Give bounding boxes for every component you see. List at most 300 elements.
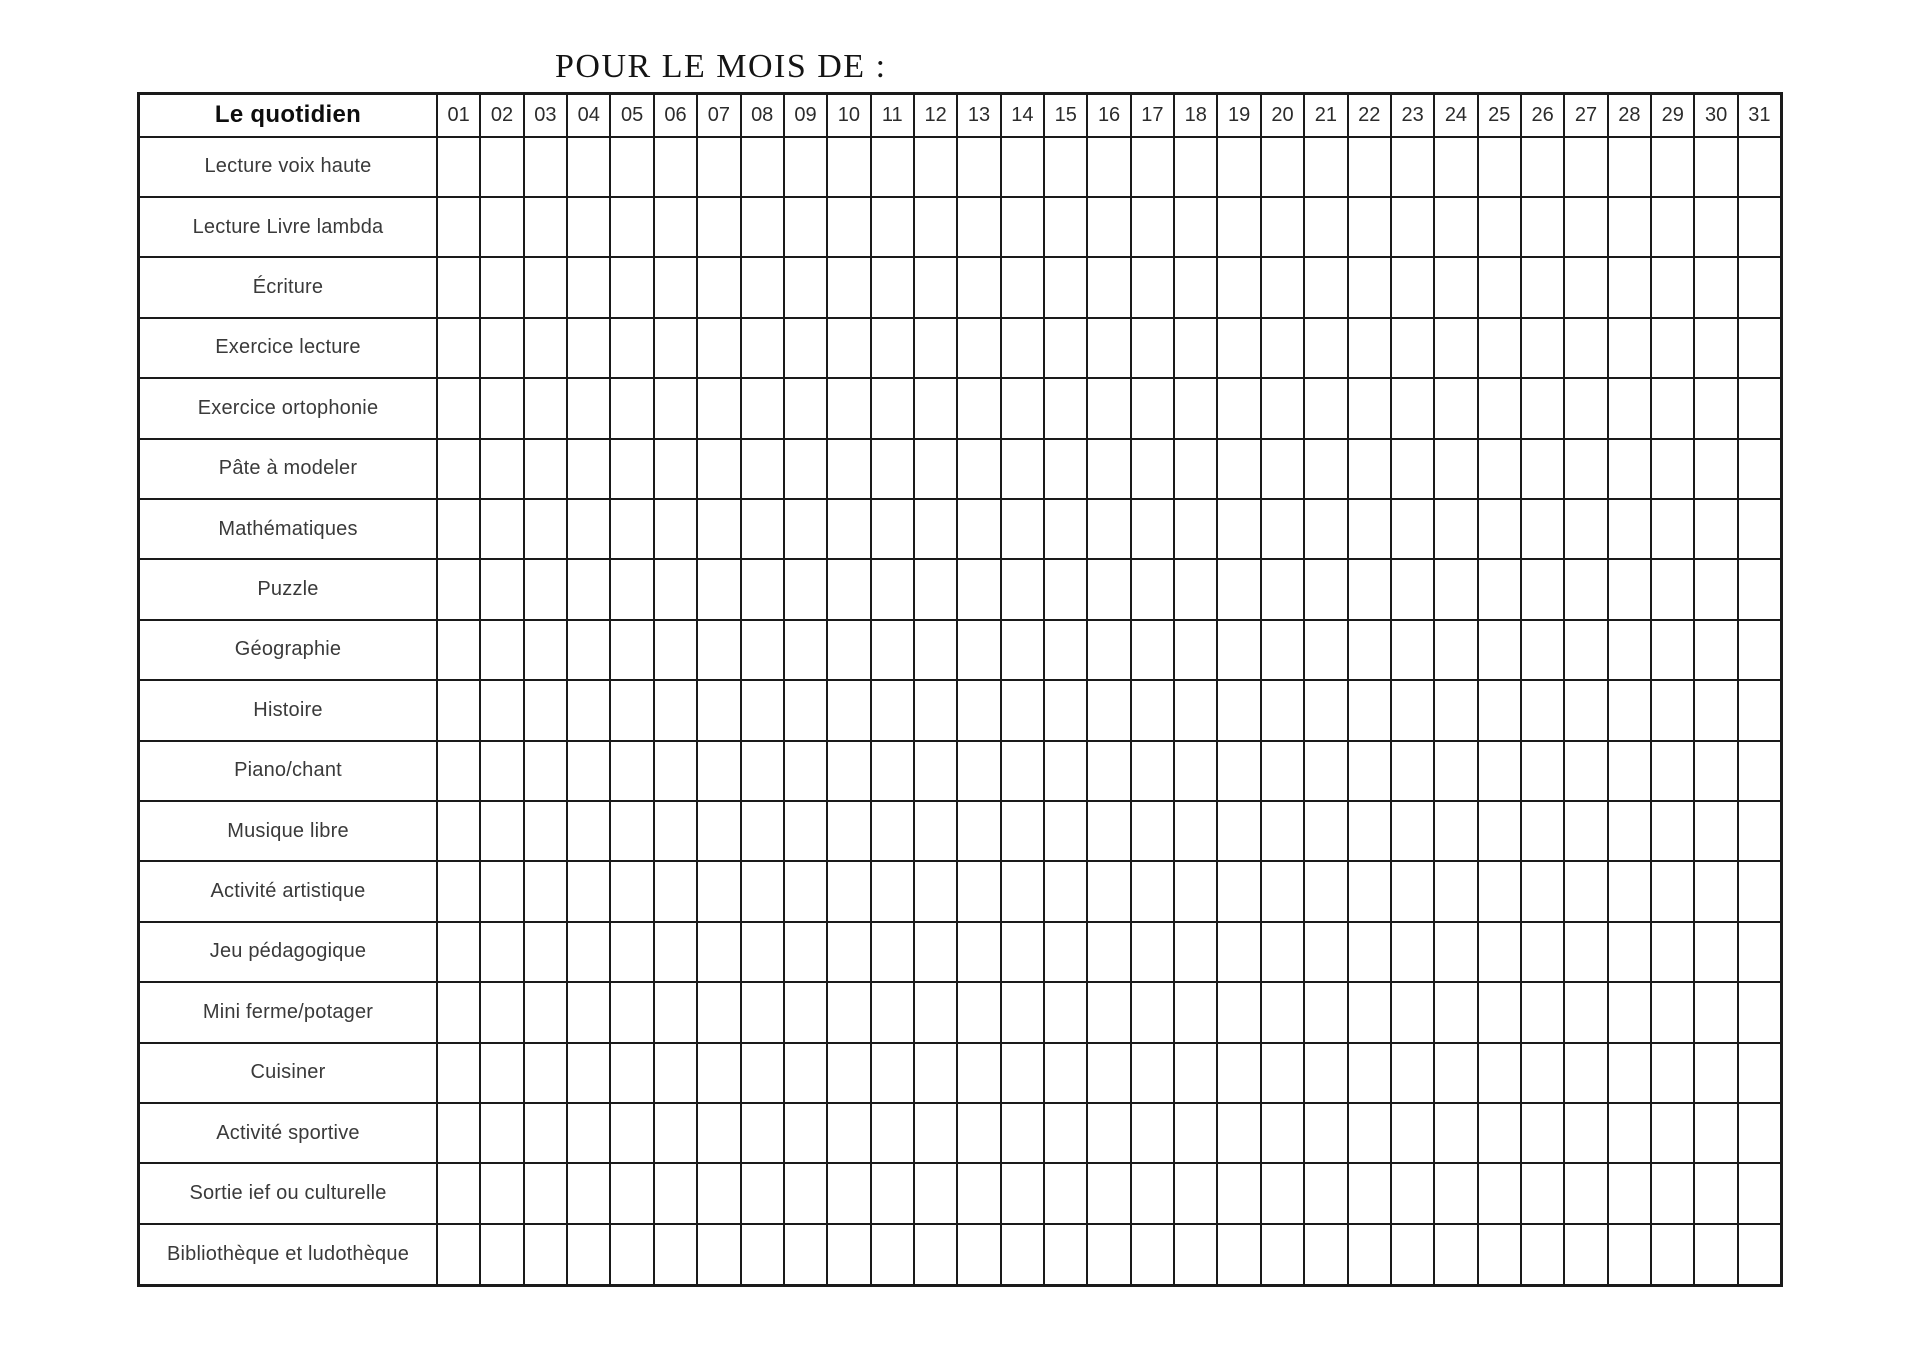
day-cell[interactable] [524,137,567,197]
day-cell[interactable] [914,741,957,801]
day-cell[interactable] [567,1224,610,1286]
day-cell[interactable] [1174,1163,1217,1223]
day-cell[interactable] [1348,318,1391,378]
day-cell[interactable] [1044,1163,1087,1223]
day-cell[interactable] [1434,197,1477,257]
day-cell[interactable] [1001,680,1044,740]
day-cell[interactable] [437,257,480,317]
day-cell[interactable] [1304,137,1347,197]
day-cell[interactable] [1044,741,1087,801]
day-cell[interactable] [1001,1163,1044,1223]
day-cell[interactable] [1478,439,1521,499]
day-cell[interactable] [1738,982,1782,1042]
day-cell[interactable] [567,620,610,680]
day-cell[interactable] [871,257,914,317]
day-cell[interactable] [654,318,697,378]
day-cell[interactable] [1651,620,1694,680]
day-cell[interactable] [1044,922,1087,982]
day-cell[interactable] [610,680,653,740]
day-cell[interactable] [1087,499,1130,559]
day-cell[interactable] [1694,257,1737,317]
day-cell[interactable] [784,197,827,257]
day-cell[interactable] [1304,1043,1347,1103]
day-cell[interactable] [1044,257,1087,317]
day-cell[interactable] [1694,620,1737,680]
day-cell[interactable] [1304,1103,1347,1163]
day-cell[interactable] [1217,1043,1260,1103]
day-cell[interactable] [957,741,1000,801]
day-cell[interactable] [1131,861,1174,921]
day-cell[interactable] [827,318,870,378]
day-cell[interactable] [1044,1224,1087,1286]
day-cell[interactable] [1521,620,1564,680]
day-cell[interactable] [1001,982,1044,1042]
day-cell[interactable] [1478,982,1521,1042]
day-cell[interactable] [1521,801,1564,861]
day-cell[interactable] [957,922,1000,982]
day-cell[interactable] [437,861,480,921]
day-cell[interactable] [1087,1043,1130,1103]
day-cell[interactable] [871,137,914,197]
day-cell[interactable] [914,257,957,317]
day-cell[interactable] [1434,439,1477,499]
day-cell[interactable] [1174,801,1217,861]
day-cell[interactable] [914,1043,957,1103]
day-cell[interactable] [1391,620,1434,680]
day-cell[interactable] [914,1163,957,1223]
day-cell[interactable] [914,499,957,559]
day-cell[interactable] [654,197,697,257]
day-cell[interactable] [784,680,827,740]
day-cell[interactable] [437,1103,480,1163]
day-cell[interactable] [827,137,870,197]
day-cell[interactable] [1738,378,1782,438]
day-cell[interactable] [1564,741,1607,801]
day-cell[interactable] [1348,922,1391,982]
day-cell[interactable] [610,439,653,499]
day-cell[interactable] [827,197,870,257]
day-cell[interactable] [480,257,523,317]
day-cell[interactable] [697,1163,740,1223]
day-cell[interactable] [1694,1043,1737,1103]
day-cell[interactable] [1391,378,1434,438]
day-cell[interactable] [1131,197,1174,257]
day-cell[interactable] [654,1163,697,1223]
day-cell[interactable] [1044,801,1087,861]
day-cell[interactable] [871,620,914,680]
day-cell[interactable] [1521,1043,1564,1103]
day-cell[interactable] [697,680,740,740]
day-cell[interactable] [1001,1103,1044,1163]
day-cell[interactable] [654,439,697,499]
day-cell[interactable] [741,137,784,197]
day-cell[interactable] [1348,499,1391,559]
day-cell[interactable] [654,620,697,680]
day-cell[interactable] [1608,318,1651,378]
day-cell[interactable] [1131,741,1174,801]
day-cell[interactable] [697,378,740,438]
day-cell[interactable] [1391,439,1434,499]
day-cell[interactable] [1131,137,1174,197]
day-cell[interactable] [1348,1103,1391,1163]
day-cell[interactable] [741,257,784,317]
day-cell[interactable] [741,982,784,1042]
day-cell[interactable] [741,378,784,438]
day-cell[interactable] [1131,378,1174,438]
day-cell[interactable] [1738,1103,1782,1163]
day-cell[interactable] [1651,559,1694,619]
day-cell[interactable] [567,1163,610,1223]
day-cell[interactable] [697,559,740,619]
day-cell[interactable] [524,620,567,680]
day-cell[interactable] [524,559,567,619]
day-cell[interactable] [697,741,740,801]
day-cell[interactable] [827,378,870,438]
day-cell[interactable] [1131,559,1174,619]
day-cell[interactable] [871,861,914,921]
day-cell[interactable] [1131,680,1174,740]
day-cell[interactable] [1738,197,1782,257]
day-cell[interactable] [1087,1103,1130,1163]
day-cell[interactable] [914,1224,957,1286]
day-cell[interactable] [1261,620,1304,680]
day-cell[interactable] [1217,982,1260,1042]
day-cell[interactable] [1521,137,1564,197]
day-cell[interactable] [741,1224,784,1286]
day-cell[interactable] [524,801,567,861]
day-cell[interactable] [1564,620,1607,680]
day-cell[interactable] [784,1163,827,1223]
day-cell[interactable] [1694,861,1737,921]
day-cell[interactable] [1478,1103,1521,1163]
day-cell[interactable] [741,1163,784,1223]
day-cell[interactable] [957,680,1000,740]
day-cell[interactable] [1521,197,1564,257]
day-cell[interactable] [827,1163,870,1223]
day-cell[interactable] [610,499,653,559]
day-cell[interactable] [1391,982,1434,1042]
day-cell[interactable] [1001,559,1044,619]
day-cell[interactable] [1001,1043,1044,1103]
day-cell[interactable] [1608,559,1651,619]
day-cell[interactable] [871,1163,914,1223]
day-cell[interactable] [1217,439,1260,499]
day-cell[interactable] [1434,318,1477,378]
day-cell[interactable] [654,680,697,740]
day-cell[interactable] [957,318,1000,378]
day-cell[interactable] [1478,1163,1521,1223]
day-cell[interactable] [957,378,1000,438]
day-cell[interactable] [1174,620,1217,680]
day-cell[interactable] [1608,1163,1651,1223]
day-cell[interactable] [1348,1224,1391,1286]
day-cell[interactable] [1087,559,1130,619]
day-cell[interactable] [1564,439,1607,499]
day-cell[interactable] [784,861,827,921]
day-cell[interactable] [914,137,957,197]
day-cell[interactable] [1564,801,1607,861]
day-cell[interactable] [567,559,610,619]
day-cell[interactable] [1651,1163,1694,1223]
day-cell[interactable] [697,1224,740,1286]
day-cell[interactable] [1001,861,1044,921]
day-cell[interactable] [697,861,740,921]
day-cell[interactable] [1217,137,1260,197]
day-cell[interactable] [1001,620,1044,680]
day-cell[interactable] [957,499,1000,559]
day-cell[interactable] [1651,801,1694,861]
day-cell[interactable] [1738,137,1782,197]
day-cell[interactable] [871,1103,914,1163]
day-cell[interactable] [1478,680,1521,740]
day-cell[interactable] [1348,861,1391,921]
day-cell[interactable] [1087,620,1130,680]
day-cell[interactable] [827,1043,870,1103]
day-cell[interactable] [1434,741,1477,801]
day-cell[interactable] [1391,1224,1434,1286]
day-cell[interactable] [567,1103,610,1163]
day-cell[interactable] [1044,559,1087,619]
day-cell[interactable] [957,982,1000,1042]
day-cell[interactable] [1087,680,1130,740]
day-cell[interactable] [784,257,827,317]
day-cell[interactable] [1608,378,1651,438]
day-cell[interactable] [784,1043,827,1103]
day-cell[interactable] [914,982,957,1042]
day-cell[interactable] [1391,137,1434,197]
day-cell[interactable] [1694,499,1737,559]
day-cell[interactable] [1044,620,1087,680]
day-cell[interactable] [1217,318,1260,378]
day-cell[interactable] [914,801,957,861]
day-cell[interactable] [741,680,784,740]
day-cell[interactable] [871,680,914,740]
day-cell[interactable] [1521,922,1564,982]
day-cell[interactable] [610,1103,653,1163]
day-cell[interactable] [1651,680,1694,740]
day-cell[interactable] [784,439,827,499]
day-cell[interactable] [871,922,914,982]
day-cell[interactable] [437,982,480,1042]
day-cell[interactable] [1174,318,1217,378]
day-cell[interactable] [1434,1043,1477,1103]
day-cell[interactable] [437,1224,480,1286]
day-cell[interactable] [1131,982,1174,1042]
day-cell[interactable] [480,439,523,499]
day-cell[interactable] [1087,741,1130,801]
day-cell[interactable] [697,801,740,861]
day-cell[interactable] [1261,741,1304,801]
day-cell[interactable] [1391,257,1434,317]
day-cell[interactable] [1348,620,1391,680]
day-cell[interactable] [871,801,914,861]
day-cell[interactable] [1174,1043,1217,1103]
day-cell[interactable] [1694,680,1737,740]
day-cell[interactable] [1608,982,1651,1042]
day-cell[interactable] [1434,257,1477,317]
day-cell[interactable] [914,922,957,982]
day-cell[interactable] [741,1103,784,1163]
day-cell[interactable] [827,257,870,317]
day-cell[interactable] [567,137,610,197]
day-cell[interactable] [741,499,784,559]
day-cell[interactable] [784,620,827,680]
day-cell[interactable] [957,801,1000,861]
day-cell[interactable] [1694,1163,1737,1223]
day-cell[interactable] [1738,741,1782,801]
day-cell[interactable] [654,137,697,197]
day-cell[interactable] [1174,439,1217,499]
day-cell[interactable] [1434,1163,1477,1223]
day-cell[interactable] [437,620,480,680]
day-cell[interactable] [1694,1103,1737,1163]
day-cell[interactable] [567,982,610,1042]
day-cell[interactable] [437,680,480,740]
day-cell[interactable] [1174,499,1217,559]
day-cell[interactable] [1217,197,1260,257]
day-cell[interactable] [437,741,480,801]
day-cell[interactable] [1564,922,1607,982]
day-cell[interactable] [1608,922,1651,982]
day-cell[interactable] [567,861,610,921]
day-cell[interactable] [1478,741,1521,801]
day-cell[interactable] [827,559,870,619]
day-cell[interactable] [1001,741,1044,801]
day-cell[interactable] [654,378,697,438]
day-cell[interactable] [524,1163,567,1223]
day-cell[interactable] [1348,741,1391,801]
day-cell[interactable] [1694,922,1737,982]
day-cell[interactable] [1261,1043,1304,1103]
day-cell[interactable] [914,318,957,378]
day-cell[interactable] [1651,318,1694,378]
day-cell[interactable] [1261,257,1304,317]
day-cell[interactable] [957,1224,1000,1286]
day-cell[interactable] [914,559,957,619]
day-cell[interactable] [480,741,523,801]
day-cell[interactable] [1478,801,1521,861]
day-cell[interactable] [610,137,653,197]
day-cell[interactable] [1738,439,1782,499]
day-cell[interactable] [957,137,1000,197]
day-cell[interactable] [697,137,740,197]
day-cell[interactable] [1044,680,1087,740]
day-cell[interactable] [1261,499,1304,559]
day-cell[interactable] [1044,439,1087,499]
day-cell[interactable] [1478,1224,1521,1286]
day-cell[interactable] [957,1103,1000,1163]
day-cell[interactable] [1044,1043,1087,1103]
day-cell[interactable] [524,1043,567,1103]
day-cell[interactable] [1521,499,1564,559]
day-cell[interactable] [741,861,784,921]
day-cell[interactable] [1261,1224,1304,1286]
day-cell[interactable] [1304,801,1347,861]
day-cell[interactable] [1434,922,1477,982]
day-cell[interactable] [871,439,914,499]
day-cell[interactable] [524,1224,567,1286]
day-cell[interactable] [1087,922,1130,982]
day-cell[interactable] [1217,680,1260,740]
day-cell[interactable] [524,257,567,317]
day-cell[interactable] [437,559,480,619]
day-cell[interactable] [480,499,523,559]
day-cell[interactable] [1521,439,1564,499]
day-cell[interactable] [741,741,784,801]
day-cell[interactable] [827,861,870,921]
day-cell[interactable] [654,801,697,861]
day-cell[interactable] [654,499,697,559]
day-cell[interactable] [1608,1224,1651,1286]
day-cell[interactable] [1651,982,1694,1042]
day-cell[interactable] [1304,620,1347,680]
day-cell[interactable] [1694,439,1737,499]
day-cell[interactable] [437,137,480,197]
day-cell[interactable] [1131,1103,1174,1163]
day-cell[interactable] [1261,318,1304,378]
day-cell[interactable] [1044,1103,1087,1163]
day-cell[interactable] [437,439,480,499]
day-cell[interactable] [1131,499,1174,559]
day-cell[interactable] [1738,1163,1782,1223]
day-cell[interactable] [1044,318,1087,378]
day-cell[interactable] [1348,680,1391,740]
day-cell[interactable] [1217,620,1260,680]
day-cell[interactable] [1174,378,1217,438]
day-cell[interactable] [1608,137,1651,197]
day-cell[interactable] [741,1043,784,1103]
day-cell[interactable] [1391,1103,1434,1163]
day-cell[interactable] [1651,922,1694,982]
day-cell[interactable] [480,922,523,982]
day-cell[interactable] [1304,378,1347,438]
day-cell[interactable] [957,439,1000,499]
day-cell[interactable] [1348,257,1391,317]
day-cell[interactable] [1261,680,1304,740]
day-cell[interactable] [524,439,567,499]
day-cell[interactable] [1087,982,1130,1042]
day-cell[interactable] [1131,1163,1174,1223]
day-cell[interactable] [871,982,914,1042]
day-cell[interactable] [567,741,610,801]
day-cell[interactable] [1261,801,1304,861]
day-cell[interactable] [1304,499,1347,559]
day-cell[interactable] [784,1224,827,1286]
day-cell[interactable] [827,801,870,861]
day-cell[interactable] [480,197,523,257]
day-cell[interactable] [480,680,523,740]
day-cell[interactable] [1651,378,1694,438]
day-cell[interactable] [871,1224,914,1286]
day-cell[interactable] [1261,439,1304,499]
day-cell[interactable] [480,620,523,680]
day-cell[interactable] [1651,741,1694,801]
day-cell[interactable] [1651,861,1694,921]
day-cell[interactable] [1651,499,1694,559]
day-cell[interactable] [741,197,784,257]
day-cell[interactable] [1304,982,1347,1042]
day-cell[interactable] [567,801,610,861]
day-cell[interactable] [1304,680,1347,740]
day-cell[interactable] [914,620,957,680]
day-cell[interactable] [1651,1224,1694,1286]
day-cell[interactable] [1304,1163,1347,1223]
day-cell[interactable] [1217,1103,1260,1163]
day-cell[interactable] [1564,1163,1607,1223]
day-cell[interactable] [1174,922,1217,982]
day-cell[interactable] [914,378,957,438]
day-cell[interactable] [871,499,914,559]
